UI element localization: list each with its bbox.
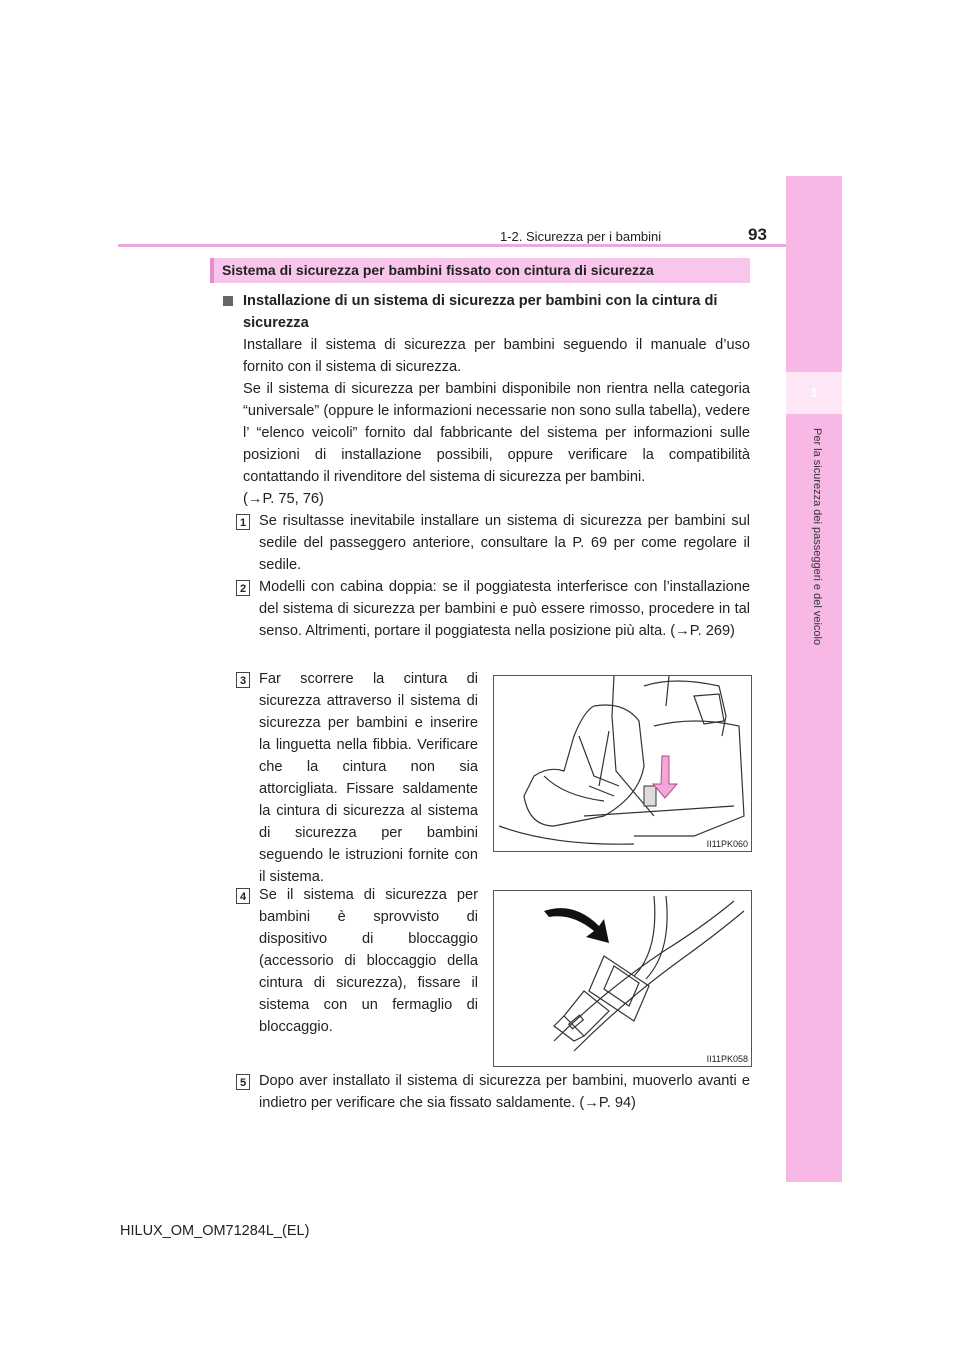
chapter-title: Per la sicurezza dei passeggeri e del veicolo [811,428,823,646]
step-text: Modelli con cabina doppia: se il poggiatesta interferisce con l’installazione del sistema di sicurezza per bambini e può essere rimosso, procedere in tal senso. Altrimenti, portare il poggiatesta nella posizione più alta. (→P. 269) [259,579,750,639]
page-number: 93 [748,225,767,244]
step-text: Se risultasse inevitabile installare un sistema di sicurezza per bambini sul sedile del passeggero anteriore, consultare la P. 69 per come regolare il sedile. [259,513,750,573]
child-seat-illustration [494,676,751,851]
intro-reference: (→P. 75, 76) [243,491,324,507]
step-number: 5 [236,1074,250,1090]
document-code-footer: HILUX_OM_OM71284L_(EL) [120,1223,310,1239]
section-header: 1-2. Sicurezza per i bambini [500,229,662,244]
step-number: 1 [236,514,250,530]
locking-clip-illustration [494,891,751,1066]
intro-paragraph-2: Se il sistema di sicurezza per bambini disponibile non rientra nella categoria “universale” (oppure le informazioni necessarie non sono sulla tabella), vedere l’ “elenco veicoli” fornito dal fabbricante del sistema per informazioni sulle posizioni di installazione possibili, oppure verificare la compatibilità contattando il rivenditore del sistema di sicurezza per bambini. [243,381,750,485]
step-number: 3 [236,672,250,688]
locking-clip-figure [493,890,752,1067]
step-text: Far scorrere la cintura di sicurezza attraverso il sistema di sicurezza per bambini e inserire la linguetta nella fibbia. Verificare che la cintura non sia attorcigliata. Fissare saldamente la cintura di sicurezza al sistema di sicurezza per bambini seguendo le istruzioni fornite con il sistema. [259,671,478,885]
step-text: Se il sistema di sicurezza per bambini è sprovvisto di dispositivo di bloccaggio (accessorio di bloccaggio della cintura di sicurezza), fissare il sistema con un fermaglio di bloccaggio. [259,887,478,1035]
step-number: 4 [236,888,250,904]
intro-paragraph-1: Installare il sistema di sicurezza per bambini seguendo il manuale d’uso fornito con il sistema di sicurezza. [243,337,750,375]
figure-code: II11PK058 [706,1054,748,1064]
header-rule [118,244,786,247]
step-text: Dopo aver installato il sistema di sicurezza per bambini, muoverlo avanti e indietro per verificare che sia fissato saldamente. (→P. 94) [259,1073,750,1111]
subheading: Installazione di un sistema di sicurezza per bambini con la cintura di sicurezza [243,293,718,331]
step-number: 2 [236,580,250,596]
child-seat-figure [493,675,752,852]
chapter-number-tab: 1 [786,372,842,414]
figure-code: II11PK060 [706,839,748,849]
section-title: Sistema di sicurezza per bambini fissato con cintura di sicurezza [210,258,750,283]
